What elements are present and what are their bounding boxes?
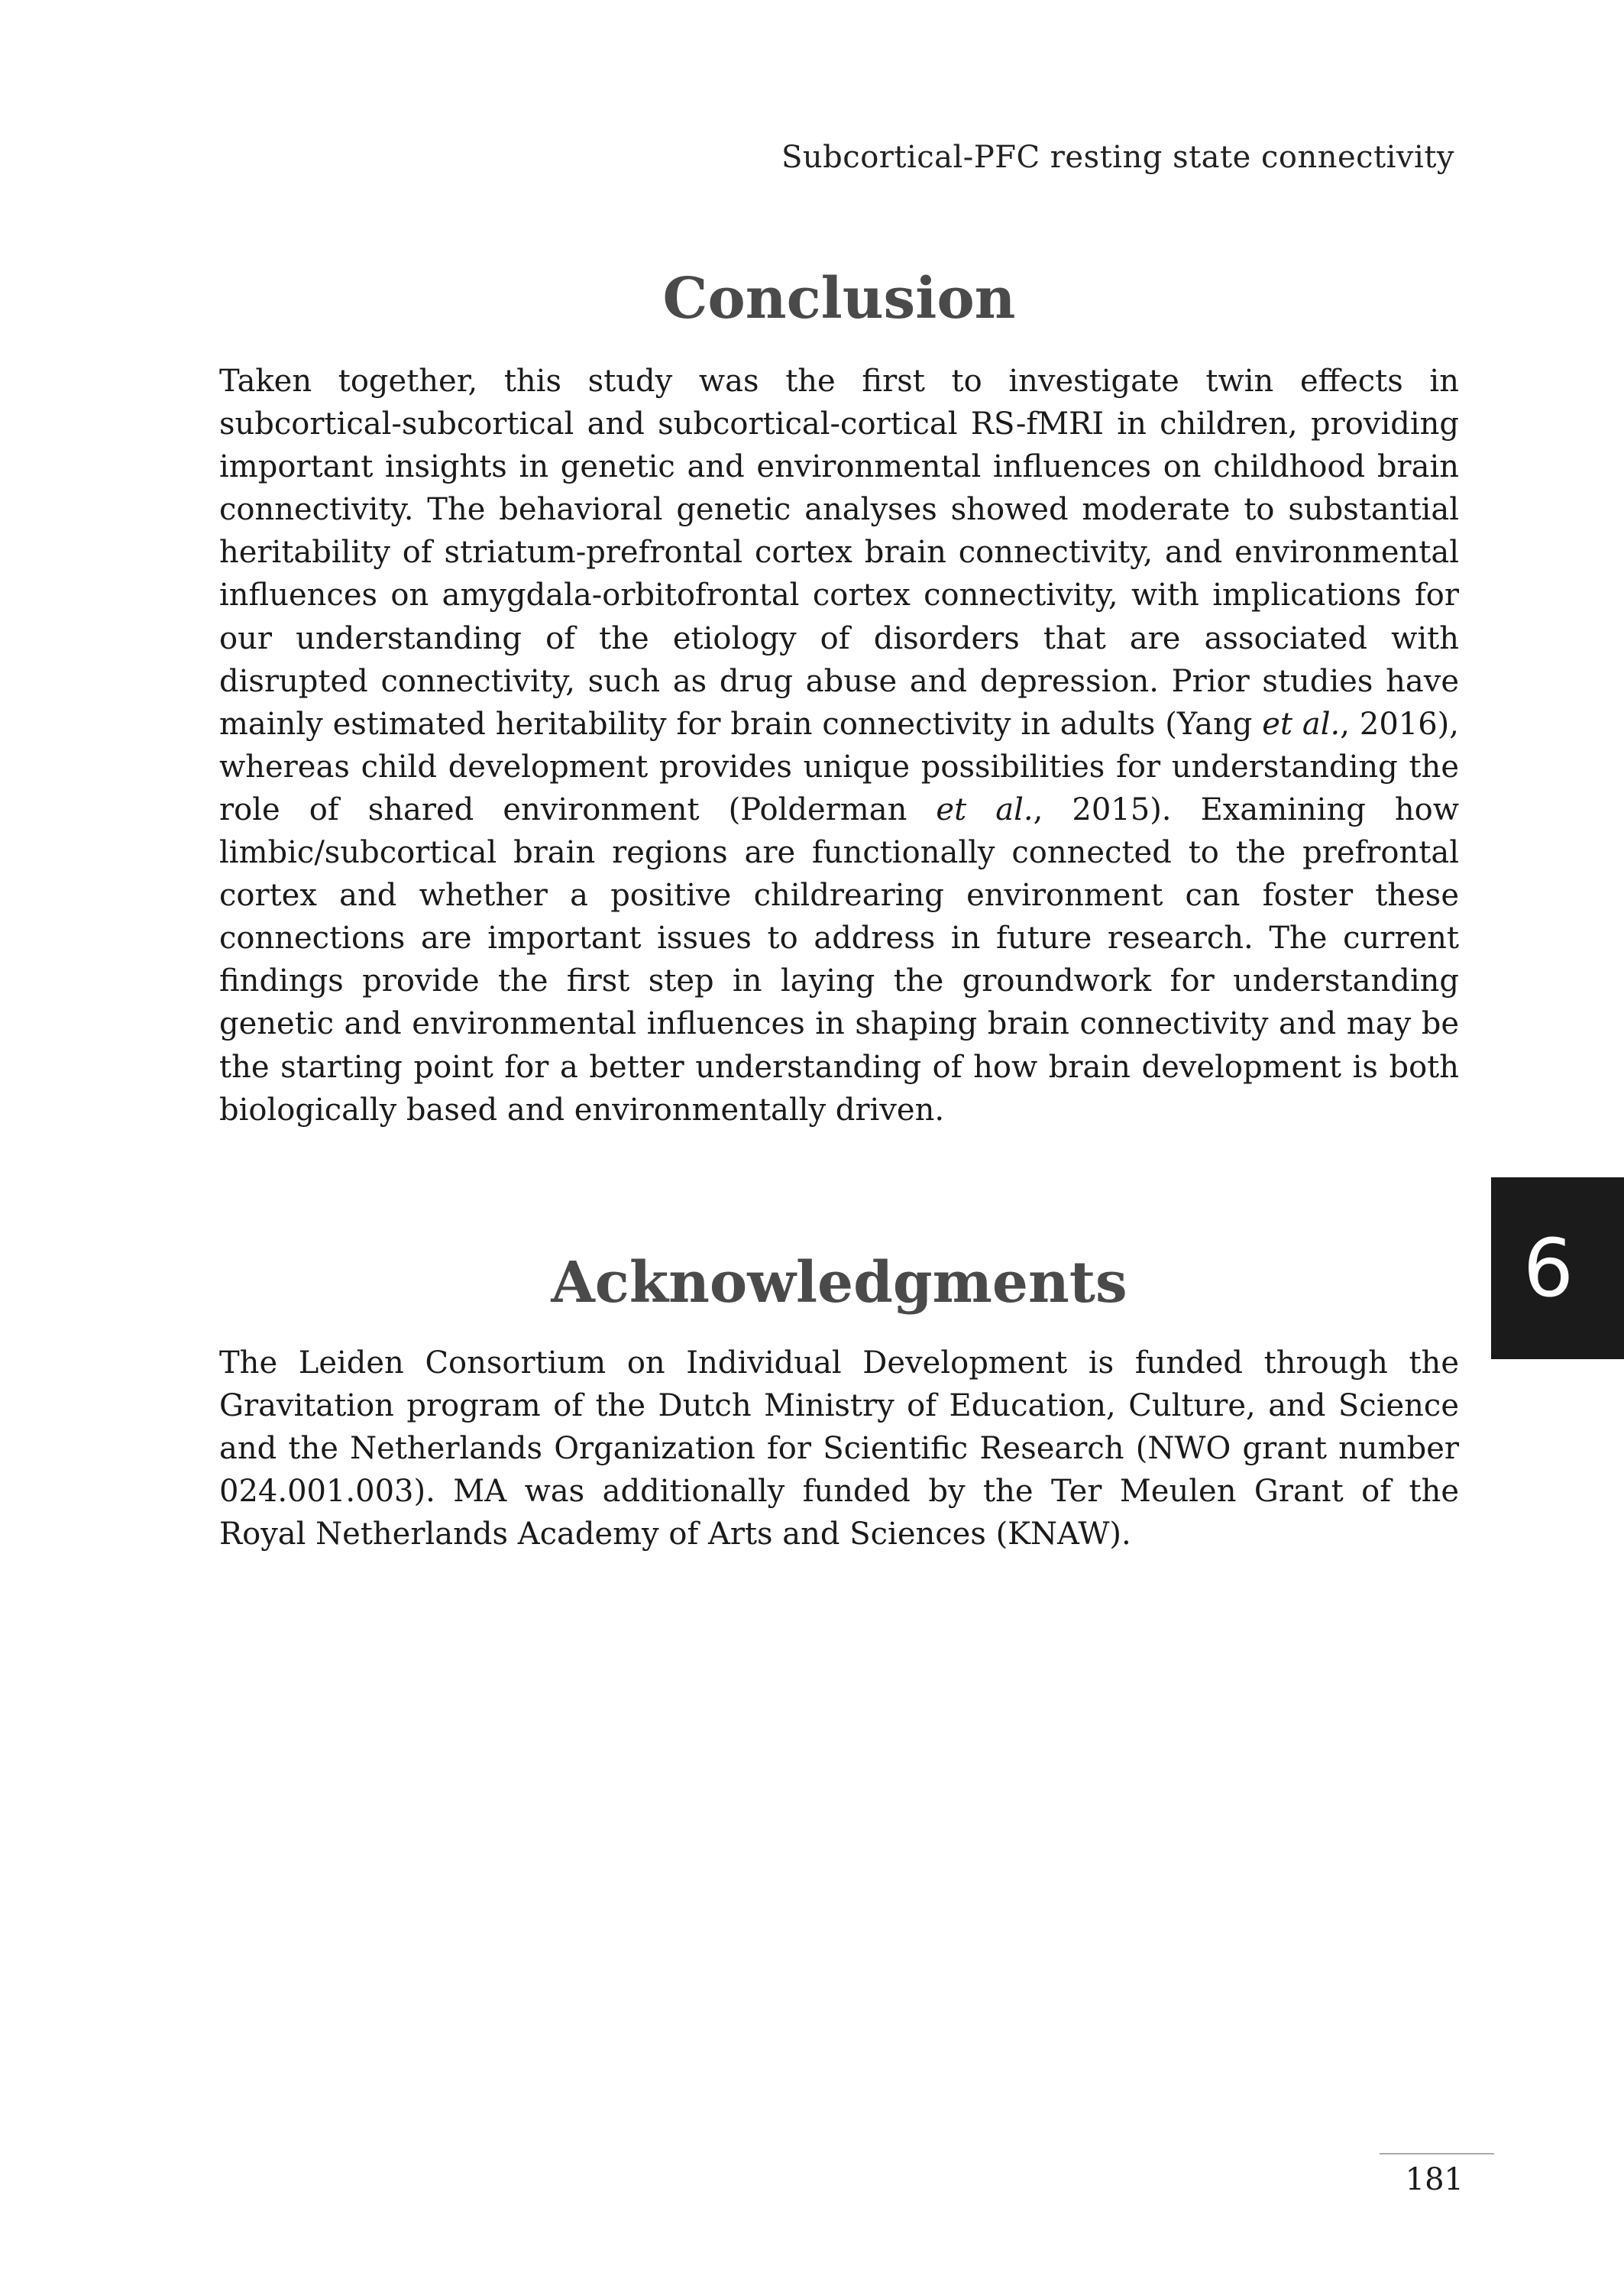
conclusion-text-part1: Taken together, this study was the first to investigate twin effects in subcortical-subcortical and subcortical-cortical RS-fMRI in children, providing important insights in genetic and environmental influences on childhood brain connectivity. The behavioral genetic analyses showed moderate to substantial heritability of striatum-prefrontal cortex brain connectivity, and environmental influences on amygdala-orbitofrontal cortex connectivity, with implications for our understanding of the etiology of disorders that are associated with disrupted connectivity, such as drug abuse and depression. Prior studies have mainly estimated heritability for brain connectivity in adults (Yang xyxy=(219,364,1459,742)
citation-et-al-yang: et al. xyxy=(1262,706,1341,742)
acknowledgments-heading: Acknowledgments xyxy=(551,1250,1127,1316)
conclusion-paragraph xyxy=(219,360,1459,1131)
running-header: Subcortical-PFC resting state connectivity xyxy=(781,140,1454,175)
chapter-tab xyxy=(1491,1177,1624,1359)
conclusion-text-part3: , 2015). Examining how limbic/subcortical brain regions are functionally connected to the prefrontal cortex and whether a positive childrearing environment can foster these connections are important issues to address in future research. The current findings provide the first step in laying the groundwork for understanding genetic and environmental influences in shaping brain connectivity and may be the starting point for a better understanding of how brain development is both biologically based and environmentally driven. xyxy=(219,792,1460,1128)
chapter-number: 6 xyxy=(1522,1222,1574,1315)
conclusion-heading: Conclusion xyxy=(662,266,1016,332)
conclusion-text-part2: , 2016), whereas child development provides unique possibilities for understanding the role of shared environment (Polderman xyxy=(219,706,1460,827)
citation-et-al-polderman: et al. xyxy=(936,792,1034,827)
acknowledgments-paragraph: The Leiden Consortium on Individual Development is funded through the Gravitation program of the Dutch Ministry of Education, Culture, and Science and the Netherlands Organization for Scientific Research (NWO grant number 024.001.003). MA was additionally funded by the Ter Meulen Grant of the Royal Netherlands Academy of Arts and Sciences (KNAW). xyxy=(219,1345,1459,1552)
page-number: 181 xyxy=(1405,2162,1464,2197)
footer-divider xyxy=(1380,2153,1494,2154)
